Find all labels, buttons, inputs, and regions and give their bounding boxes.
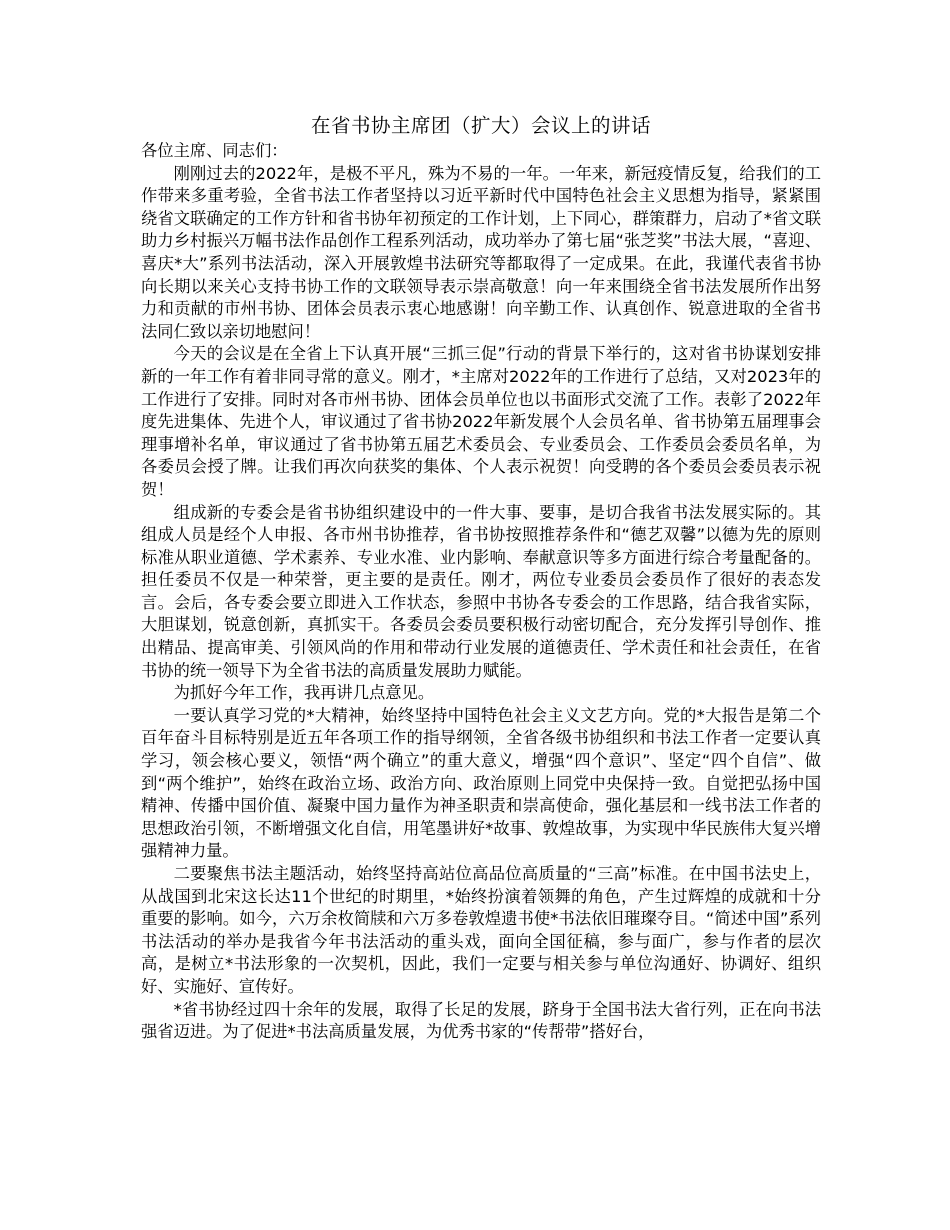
paragraph-5: 一要认真学习党的*大精神，始终坚持中国特色社会主义文艺方向。党的*大报告是第二个百年奋斗目标特别是近五年各项工作的指导纲领，全省各级书协组织和书法工作者一定要认真学习，领会核心要义，领悟“两个确立”的重大意义，增强“四个意识”、坚定“四个自信”、做到“两个维护”，始终在政治立场、政治方向、政治原则上同党中央保持一致。自觉把弘扬中国精神、传播中国价值、凝聚中国力量作为神圣职责和崇高使命，强化基层和一线书法工作者的思想政治引领，不断增强文化自信，用笔墨讲好*故事、敦煌故事，为实现中华民族伟大复兴增强精神力量。 <box>141 705 821 861</box>
document-page <box>141 112 821 1044</box>
paragraph-4: 为抓好今年工作，我再讲几点意见。 <box>173 683 435 703</box>
paragraph-2: 今天的会议是在全省上下认真开展“三抓三促”行动的背景下举行的，这对省书协谋划安排新的一年工作有着非同寻常的意义。刚才，*主席对2022年的工作进行了总结，又对2023年的工作进行了安排。同时对各市州书协、团体会员单位也以书面形式交流了工作。表彰了2022年度先进集体、先进个人，审议通过了省书协2022年新发展个人会员名单、省书协第五届理事会理事增补名单，审议通过了省书协第五届艺术委员会、专业委员会、工作委员会委员名单，为各委员会授了牌。让我们再次向获奖的集体、个人表示祝贺！向受聘的各个委员会委员表示祝贺！ <box>141 344 821 499</box>
paragraph-1: 刚刚过去的2022年，是极不平凡，殊为不易的一年。一年来，新冠疫情反复，给我们的工作带来多重考验，全省书法工作者坚持以习近平新时代中国特色社会主义思想为指导，紧紧围绕省文联确定的工作方针和省书协年初预定的工作计划，上下同心，群策群力，启动了*省文联助力乡村振兴万幅书法作品创作工程系列活动，成功举办了第七届“张芝奖”书法大展，“喜迎、喜庆*大”系列书法活动，深入开展敦煌书法研究等都取得了一定成果。在此，我谨代表省书协向长期以来关心支持书协工作的文联领导表示崇高敬意！向一年来围绕全省书法发展所作出努力和贡献的市州书协、团体会员表示衷心地感谢！向辛勤工作、认真创作、锐意进取的全省书法同仁致以亲切地慰问！ <box>141 163 821 341</box>
greeting: 各位主席、同志们： <box>141 141 288 160</box>
paragraph-3: 组成新的专委会是省书协组织建设中的一件大事、要事，是切合我省书法发展实际的。其组成人员是经个人申报、各市州书协推荐，省书协按照推荐条件和“德艺双馨”以德为先的原则标准从职业道德、学术素养、专业水准、业内影响、奉献意识等多方面进行综合考量配备的。担任委员不仅是一种荣誉，更主要的是责任。刚才，两位专业委员会委员作了很好的表态发言。会后，各专委会要立即进入工作状态，参照中书协各专委会的工作思路，结合我省实际，大胆谋划，锐意创新，真抓实干。各委员会委员要积极行动密切配合，充分发挥引导创作、推出精品、提高审美、引领风尚的作用和带动行业发展的道德责任、学术责任和社会责任，在省书协的统一领导下为全省书法的高质量发展助力赋能。 <box>141 502 821 680</box>
document-title: 在省书协主席团（扩大）会议上的讲话 <box>310 114 651 137</box>
paragraph-7: *省书协经过四十余年的发展，取得了长足的发展，跻身于全国书法大省行列，正在向书法强省迈进。为了促进*书法高质量发展，为优秀书家的“传帮带”搭好台， <box>141 999 821 1042</box>
paragraph-6: 二要聚焦书法主题活动，始终坚持高站位高品位高质量的“三高”标准。在中国书法史上，从战国到北宋这长达11个世纪的时期里，*始终扮演着领舞的角色，产生过辉煌的成就和十分重要的影响。如今，六万余枚简牍和六万多卷敦煌遗书使*书法依旧璀璨夺目。“简述中国”系列书法活动的举办是我省今年书法活动的重头戏，面向全国征稿，参与面广，参与作者的层次高，是树立*书法形象的一次契机，因此，我们一定要与相关参与单位沟通好、协调好、组织好、实施好、宣传好。 <box>141 864 821 996</box>
